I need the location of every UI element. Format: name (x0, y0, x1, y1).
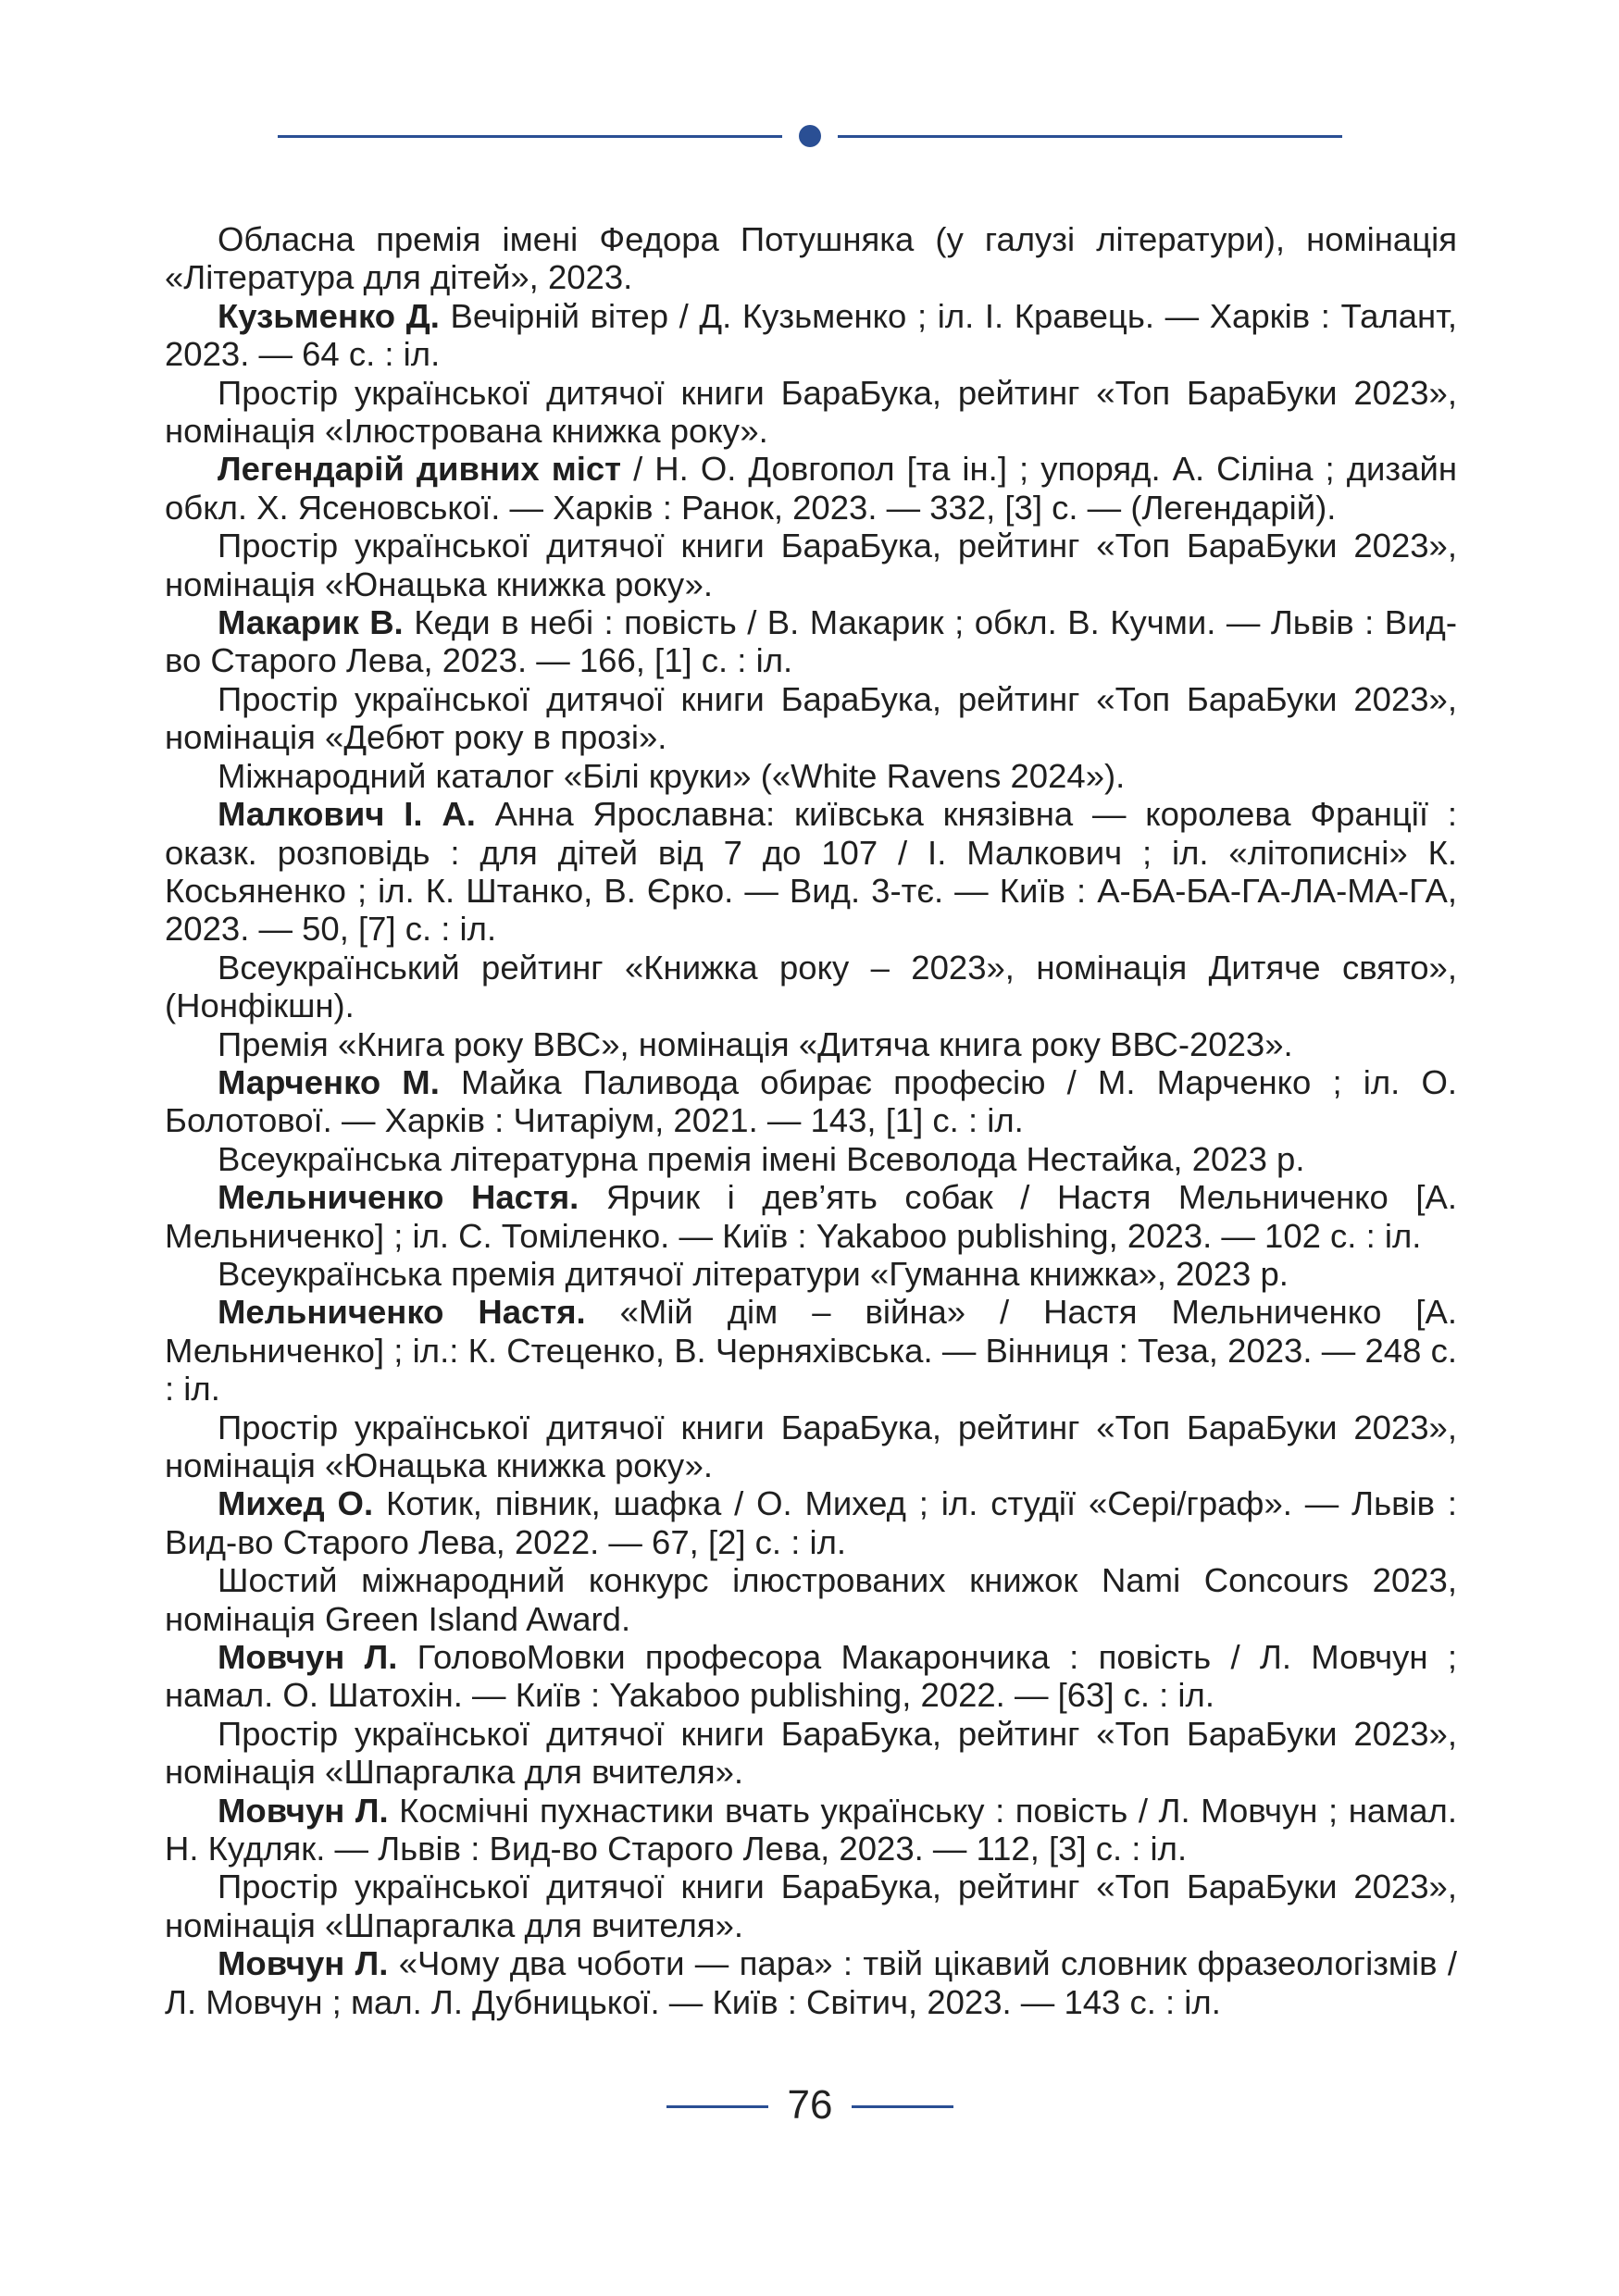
entry (165, 949, 1457, 1025)
entry-author: Мельниченко Настя. (218, 1178, 579, 1217)
entry (165, 1293, 1457, 1408)
entry (165, 1025, 1457, 1063)
entry-author: Кузьменко Д. (218, 296, 440, 335)
entry-text: Премія «Книга року ВВС», номінація «Дитяча книга року ВВС-2023». (218, 1024, 1293, 1063)
entry (165, 1868, 1457, 1944)
entry (165, 795, 1457, 949)
entry-author: Мовчун Л. (218, 1791, 389, 1830)
page-number: 76 (787, 2082, 833, 2128)
entry-author: Малкович І. А. (218, 795, 476, 834)
entry-text: Космічні пухнастики вчать українську : повість / Л. Мовчун ; намал. Н. Кудляк. — Львів : Вид-во Старого Лева, 2023. — 112, [3] с. : іл. (165, 1791, 1457, 1868)
entry-author: Легендарій дивних міст (218, 450, 622, 489)
entry (165, 603, 1457, 680)
entry (165, 1178, 1457, 1255)
entry (165, 374, 1457, 451)
entry (165, 220, 1457, 297)
entry-text: Шостий міжнародний конкурс ілюстрованих книжок Nami Concours 2023, номінація Green Island Award. (165, 1561, 1457, 1638)
entry (165, 297, 1457, 374)
entry (165, 1715, 1457, 1792)
entry (165, 1792, 1457, 1868)
entry-text: Простір української дитячої книги БараБука, рейтинг «Топ БараБуки 2023», номінація «Шпаргалка для вчителя». (165, 1868, 1457, 1944)
entry (165, 680, 1457, 757)
ornament-line-left (278, 135, 782, 138)
entry-author: Мельниченко Настя. (218, 1293, 586, 1332)
entry-text: Простір української дитячої книги БараБука, рейтинг «Топ БараБуки 2023», номінація «Ілюстрована книжка року». (165, 373, 1457, 451)
ornament-dot (799, 125, 821, 147)
entry-text: / Н. О. Довгопол [та ін.] ; упоряд. А. Сіліна ; дизайн обкл. Х. Ясеновської. — Харків : Ранок, 2023. — 332, [3] с. — (Легендарій). (165, 450, 1457, 527)
entry-text: ГоловоМовки професора Макарончика : повість / Л. Мовчун ; намал. О. Шатохін. — Київ : Yakaboo publishing, 2022. — [63] с. : іл. (165, 1638, 1457, 1715)
entry-author: Макарик В. (218, 603, 404, 642)
entry (165, 757, 1457, 795)
entry-author: Михед О. (218, 1484, 374, 1523)
footer-line-left (666, 2105, 768, 2108)
entry-author: Марченко М. (218, 1062, 440, 1101)
entry-text: Обласна премія імені Федора Потушняка (у галузі літератури), номінація «Література для дітей», 2023. (165, 220, 1457, 297)
entry-text: Анна Ярославна: київська князівна — королева Франції : оказк. розповідь : для дітей від 7 до 107 / І. Малкович ; іл. «літописні» К. Косьяненко ; іл. К. Штанко, В. Єрко. — Вид. 3-тє. — Київ : А-БА-БА-ГА-ЛА-МА-ГА, 2023. — 50, [7] с. : іл. (165, 795, 1457, 949)
entry-author: Мовчун Л. (218, 1638, 398, 1677)
footer-line-right (852, 2105, 953, 2108)
entry-text: Котик, півник, шафка / О. Михед ; іл. студії «Сері/граф». — Львів : Вид-во Старого Лева, 2022. — 67, [2] с. : іл. (165, 1484, 1457, 1561)
entry (165, 1638, 1457, 1715)
page-footer (0, 2082, 1619, 2128)
ornament-line-right (838, 135, 1342, 138)
entry (165, 1063, 1457, 1140)
entry (165, 1409, 1457, 1485)
entry-text: Всеукраїнський рейтинг «Книжка року – 2023», номінація Дитяче свято», (Нонфікшн). (165, 948, 1457, 1025)
entry-text: Вечірній вітер / Д. Кузьменко ; іл. І. Кравець. — Харків : Талант, 2023. — 64 с. : іл. (165, 296, 1458, 374)
entry (165, 1255, 1457, 1293)
entry-text: «Мій дім – війна» / Настя Мельниченко [А. Мельниченко] ; іл.: К. Стеценко, В. Черняхівська. — Вінниця : Теза, 2023. — 248 с. : іл. (165, 1293, 1457, 1409)
entry-text: Ярчик і дев’ять собак / Настя Мельниченко [А. Мельниченко] ; іл. С. Томіленко. — Київ : Yakaboo publishing, 2023. — 102 с. : іл. (165, 1178, 1457, 1255)
entry (165, 1944, 1457, 2021)
entry-text: Міжнародний каталог «Білі круки» («White Ravens 2024»). (218, 756, 1126, 795)
bibliography-list (165, 220, 1457, 2021)
entry (165, 1561, 1457, 1638)
entry-text: Майка Паливода обирає професію / М. Марченко ; іл. О. Болотової. — Харків : Читаріум, 2021. — 143, [1] с. : іл. (165, 1062, 1457, 1140)
entry-text: Простір української дитячої книги БараБука, рейтинг «Топ БараБуки 2023», номінація «Шпаргалка для вчителя». (165, 1714, 1457, 1792)
entry-text: Всеукраїнська літературна премія імені Всеволода Нестайка, 2023 р. (218, 1139, 1305, 1178)
entry (165, 450, 1457, 527)
entry (165, 527, 1457, 603)
entry-author: Мовчун Л. (218, 1944, 389, 1983)
entry-text: Простір української дитячої книги БараБука, рейтинг «Топ БараБуки 2023», номінація «Юнацька книжка року». (165, 527, 1457, 603)
entry-text: Всеукраїнська премія дитячої літератури «Гуманна книжка», 2023 р. (218, 1254, 1289, 1293)
entry-text: «Чому два чоботи — пара» : твій цікавий словник фразеологізмів / Л. Мовчун ; мал. Л. Дубницької. — Київ : Світич, 2023. — 143 с. : іл. (165, 1944, 1457, 2021)
entry (165, 1484, 1457, 1561)
entry-text: Простір української дитячої книги БараБука, рейтинг «Топ БараБуки 2023», номінація «Дебют року в прозі». (165, 679, 1457, 757)
entry-text: Кеди в небі : повість / В. Макарик ; обкл. В. Кучми. — Львів : Вид-во Старого Лева, 2023. — 166, [1] с. : іл. (165, 603, 1457, 680)
entry (165, 1140, 1457, 1178)
top-ornament (278, 125, 1342, 147)
entry-text: Простір української дитячої книги БараБука, рейтинг «Топ БараБуки 2023», номінація «Юнацька книжка року». (165, 1408, 1457, 1484)
